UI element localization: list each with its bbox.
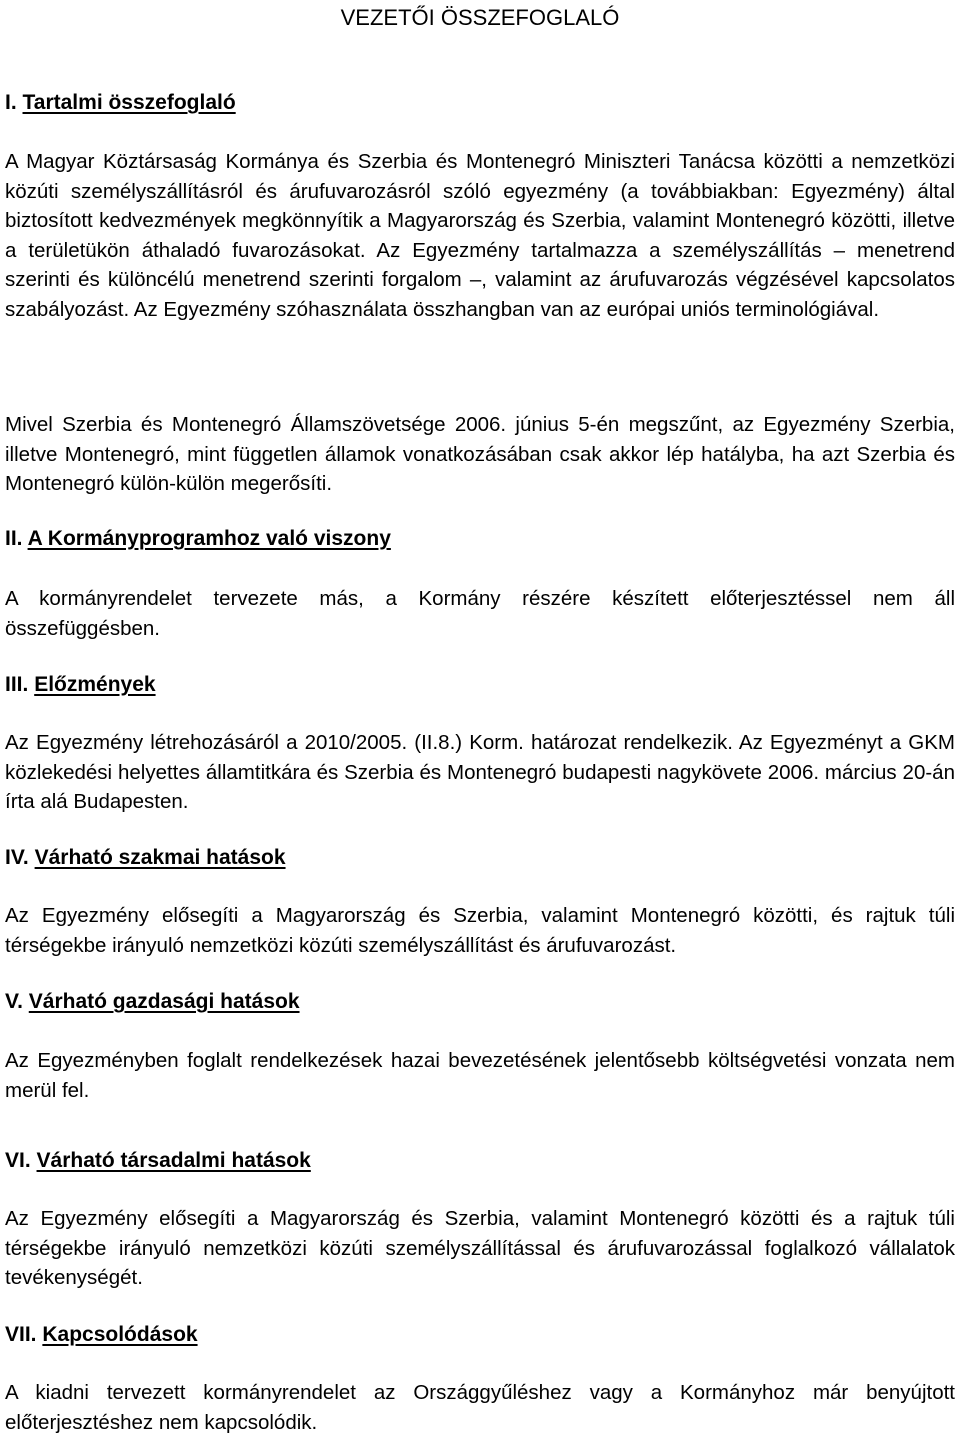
section-1-body-2	[5, 410, 955, 499]
section-1-body	[5, 147, 955, 324]
section-1	[5, 88, 955, 118]
document-page	[5, 0, 955, 1434]
section-2-body	[5, 584, 955, 643]
section-number: I.	[5, 91, 17, 114]
section-3	[5, 670, 955, 700]
paragraph: Az Egyezmény létrehozásáról a 2010/2005. (II.8.) Korm. határozat rendelkezik. Az Egyezményt a GKM közlekedési helyettes államtitkára és Szerbia és Montenegró budapesti nagykövete 2006. március 20-án írta alá Budapesten.	[5, 731, 955, 813]
section-number: VII.	[5, 1323, 37, 1346]
section-7-body	[5, 1378, 955, 1437]
section-number: II.	[5, 527, 23, 550]
section-6	[5, 1146, 955, 1176]
section-title: Előzmények	[34, 673, 156, 696]
document-title: VEZETŐI ÖSSZEFOGLALÓ	[340, 5, 620, 30]
paragraph: A kormányrendelet tervezete más, a Kormány részére készített előterjesztéssel nem áll összefüggésben.	[5, 587, 955, 640]
paragraph: Az Egyezményben foglalt rendelkezések hazai bevezetésének jelentősebb költségvetési vonzata nem merül fel.	[5, 1049, 955, 1102]
section-heading	[5, 843, 955, 873]
section-heading	[5, 670, 955, 700]
section-title: Várható szakmai hatások	[34, 846, 286, 869]
section-heading	[5, 88, 955, 118]
section-title: Várható társadalmi hatások	[36, 1149, 311, 1172]
section-title: Várható gazdasági hatások	[28, 990, 300, 1013]
section-heading	[5, 524, 955, 554]
paragraph: Az Egyezmény elősegíti a Magyarország és Szerbia, valamint Montenegró közötti, és rajtuk túli térségekbe irányuló nemzetközi közúti személyszállítást és árufuvarozást.	[5, 904, 955, 957]
section-title: A Kormányprogramhoz való viszony	[27, 527, 391, 550]
section-5-body	[5, 1046, 955, 1105]
section-4-body	[5, 901, 955, 960]
section-4	[5, 843, 955, 873]
section-heading	[5, 1320, 955, 1350]
section-6-body	[5, 1204, 955, 1293]
section-number: VI.	[5, 1149, 31, 1172]
paragraph: Az Egyezmény elősegíti a Magyarország és Szerbia, valamint Montenegró közötti és a rajtuk túli térségekbe irányuló nemzetközi közúti személyszállítással és árufuvarozással foglalkozó vállalatok tevékenységét.	[5, 1207, 955, 1289]
section-title: Tartalmi összefoglaló	[22, 91, 236, 114]
section-number: V.	[5, 990, 23, 1013]
paragraph: A kiadni tervezett kormányrendelet az Országgyűléshez vagy a Kormányhoz már benyújtott előterjesztéshez nem kapcsolódik.	[5, 1381, 955, 1434]
paragraph: Mivel Szerbia és Montenegró Államszövetsége 2006. június 5-én megszűnt, az Egyezmény Szerbia, illetve Montenegró, mint független államok vonatkozásában csak akkor lép hatályba, ha azt Szerbia és Montenegró külön-külön megerősíti.	[5, 413, 955, 495]
section-5	[5, 987, 955, 1017]
section-number: IV.	[5, 846, 29, 869]
section-number: III.	[5, 673, 29, 696]
section-heading	[5, 987, 955, 1017]
section-heading	[5, 1146, 955, 1176]
section-title: Kapcsolódások	[42, 1323, 198, 1346]
section-3-body	[5, 728, 955, 817]
section-7	[5, 1320, 955, 1350]
paragraph: A Magyar Köztársaság Kormánya és Szerbia és Montenegró Miniszteri Tanácsa közötti a nemzetközi közúti személyszállításról és árufuvarozásról szóló egyezmény (a továbbiakban: Egyezmény) által biztosított kedvezmények megkönnyítik a Magyarország és Szerbia, valamint Montenegró közötti, illetve a területükön áthaladó fuvarozásokat. Az Egyezmény tartalmazza a személyszállítás – menetrend szerinti és különcélú menetrend szerinti forgalom –, valamint az árufuvarozás végzésével kapcsolatos szabályozást. Az Egyezmény szóhasználata összhangban van az európai uniós terminológiával.	[5, 150, 955, 321]
section-2	[5, 524, 955, 554]
